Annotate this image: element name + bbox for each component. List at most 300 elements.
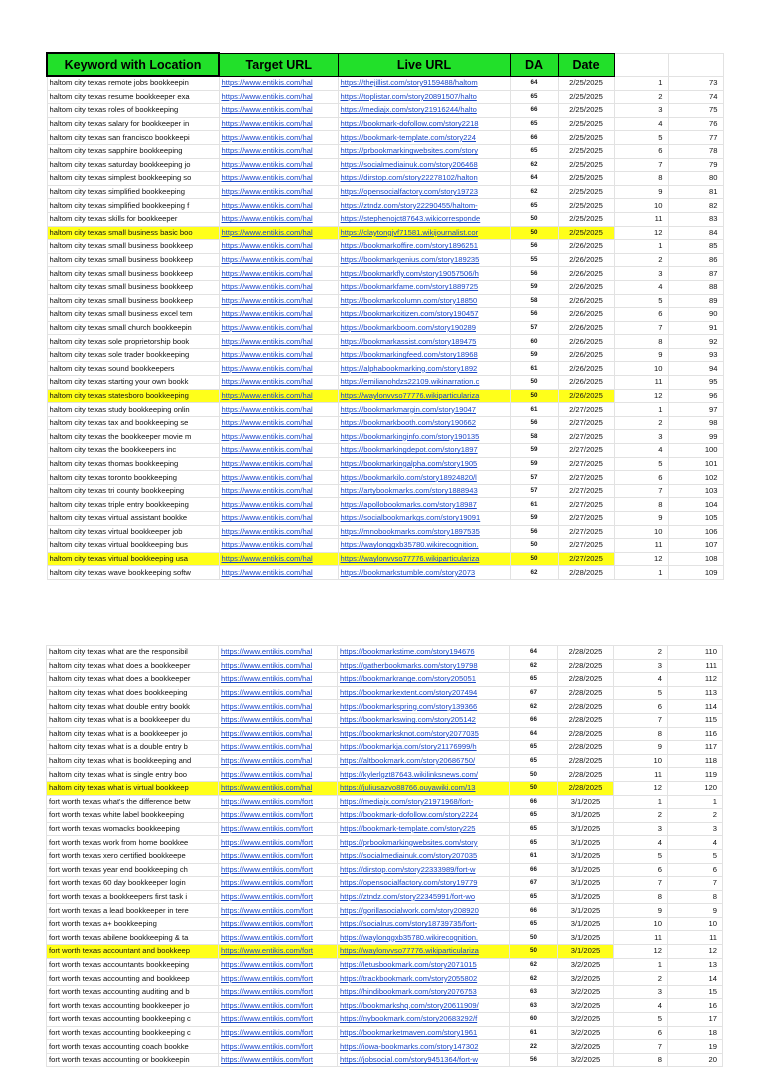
date-cell[interactable]: 2/25/2025 <box>558 185 614 199</box>
keyword-cell[interactable]: haltom city texas the bookkeeper movie m <box>47 430 219 444</box>
day-index-cell[interactable]: 5 <box>614 686 668 700</box>
day-index-cell[interactable]: 7 <box>614 158 668 172</box>
target-url-cell[interactable]: https://www.entikis.com/fort <box>219 1040 338 1054</box>
target-url-cell[interactable]: https://www.entikis.com/fort <box>219 809 338 823</box>
day-index-cell[interactable]: 10 <box>614 917 668 931</box>
target-url-cell[interactable]: https://www.entikis.com/hal <box>219 416 338 430</box>
live-url-cell[interactable]: https://bookmarksknot.com/story2077035 <box>338 727 510 741</box>
da-cell[interactable]: 56 <box>510 1053 558 1067</box>
keyword-cell[interactable]: haltom city texas wave bookkeeping softw <box>47 566 219 580</box>
da-cell[interactable]: 65 <box>510 917 558 931</box>
day-index-cell[interactable]: 6 <box>614 471 668 485</box>
row-index-cell[interactable]: 6 <box>668 863 723 877</box>
day-index-cell[interactable]: 5 <box>614 294 668 308</box>
keyword-cell[interactable]: haltom city texas virtual assistant bookke <box>47 512 219 526</box>
day-index-cell[interactable]: 7 <box>614 484 668 498</box>
da-cell[interactable]: 66 <box>510 863 558 877</box>
live-url-cell[interactable]: https://bookmarkgenius.com/story189235 <box>338 253 510 267</box>
day-index-cell[interactable]: 3 <box>614 430 668 444</box>
keyword-cell[interactable]: fort worth texas accounting or bookkeepin <box>47 1053 219 1067</box>
date-cell[interactable]: 3/2/2025 <box>558 972 614 986</box>
da-cell[interactable]: 50 <box>510 212 558 226</box>
target-url-cell[interactable]: https://www.entikis.com/fort <box>219 985 338 999</box>
date-cell[interactable]: 2/26/2025 <box>558 308 614 322</box>
date-cell[interactable]: 3/2/2025 <box>558 1026 614 1040</box>
live-url-cell[interactable]: https://altbookmark.com/story20686750/ <box>338 754 510 768</box>
keyword-cell[interactable]: haltom city texas the bookkeepers inc <box>47 444 219 458</box>
keyword-cell[interactable]: fort worth texas accounting bookkeeper jo <box>47 999 219 1013</box>
da-cell[interactable]: 50 <box>510 552 558 566</box>
keyword-cell[interactable]: fort worth texas accounting bookkeeping c <box>47 1013 219 1027</box>
live-url-cell[interactable]: https://mnobookmarks.com/story1897535 <box>338 525 510 539</box>
day-index-cell[interactable]: 3 <box>614 104 668 118</box>
date-cell[interactable]: 2/25/2025 <box>558 131 614 145</box>
live-url-cell[interactable]: https://bookmarkboom.com/story190289 <box>338 321 510 335</box>
live-url-cell[interactable]: https://emilianohdzs22109.wikinarration.c <box>338 376 510 390</box>
live-url-cell[interactable]: https://letusbookmark.com/story2071015 <box>338 958 510 972</box>
target-url-cell[interactable]: https://www.entikis.com/hal <box>219 659 338 673</box>
da-cell[interactable]: 64 <box>510 727 558 741</box>
day-index-cell[interactable]: 6 <box>614 144 668 158</box>
row-index-cell[interactable]: 119 <box>668 768 723 782</box>
day-index-cell[interactable]: 2 <box>614 416 668 430</box>
da-cell[interactable]: 63 <box>510 985 558 999</box>
target-url-cell[interactable]: https://www.entikis.com/fort <box>219 945 338 959</box>
row-index-cell[interactable]: 3 <box>668 822 723 836</box>
live-url-cell[interactable]: https://mediajx.com/story21971968/fort- <box>338 795 510 809</box>
day-index-cell[interactable]: 12 <box>614 389 668 403</box>
day-index-cell[interactable]: 4 <box>614 836 668 850</box>
date-cell[interactable]: 3/1/2025 <box>558 836 614 850</box>
live-url-cell[interactable]: https://bookmark-dofollow.com/story2224 <box>338 809 510 823</box>
keyword-cell[interactable]: fort worth texas abilene bookkeeping & ta <box>47 931 219 945</box>
da-cell[interactable]: 50 <box>510 376 558 390</box>
day-index-cell[interactable]: 10 <box>614 362 668 376</box>
live-url-cell[interactable]: https://bookmarkoffire.com/story1896251 <box>338 240 510 254</box>
date-cell[interactable]: 3/1/2025 <box>558 917 614 931</box>
date-cell[interactable]: 2/26/2025 <box>558 335 614 349</box>
live-url-cell[interactable]: https://bookmarkingfeed.com/story18968 <box>338 348 510 362</box>
live-url-cell[interactable]: https://alphabookmarking.com/story1892 <box>338 362 510 376</box>
target-url-cell[interactable]: https://www.entikis.com/fort <box>219 836 338 850</box>
keyword-cell[interactable]: haltom city texas study bookkeeping onlin <box>47 403 219 417</box>
date-cell[interactable]: 2/28/2025 <box>558 700 614 714</box>
target-url-cell[interactable]: https://www.entikis.com/fort <box>219 849 338 863</box>
date-cell[interactable]: 2/25/2025 <box>558 226 614 240</box>
target-url-cell[interactable]: https://www.entikis.com/hal <box>219 389 338 403</box>
row-index-cell[interactable]: 90 <box>668 308 723 322</box>
live-url-cell[interactable]: https://juliusazvo88766.ouyawiki.com/13 <box>338 781 510 795</box>
target-url-cell[interactable]: https://www.entikis.com/hal <box>219 754 338 768</box>
keyword-cell[interactable]: fort worth texas 60 day bookkeeper login <box>47 877 219 891</box>
live-url-cell[interactable]: https://hindibookmark.com/story2076753 <box>338 985 510 999</box>
target-url-cell[interactable]: https://www.entikis.com/hal <box>219 673 338 687</box>
row-index-cell[interactable]: 7 <box>668 877 723 891</box>
target-url-cell[interactable]: https://www.entikis.com/hal <box>219 240 338 254</box>
target-url-cell[interactable]: https://www.entikis.com/hal <box>219 172 338 186</box>
day-index-cell[interactable]: 9 <box>614 512 668 526</box>
live-url-cell[interactable]: https://bookmarketmaven.com/story1961 <box>338 1026 510 1040</box>
da-cell[interactable]: 64 <box>510 172 558 186</box>
empty-header-cell[interactable] <box>668 53 723 76</box>
target-url-cell[interactable]: https://www.entikis.com/fort <box>219 877 338 891</box>
day-index-cell[interactable]: 5 <box>614 131 668 145</box>
keyword-cell[interactable]: haltom city texas thomas bookkeeping <box>47 457 219 471</box>
da-cell[interactable]: 57 <box>510 471 558 485</box>
row-index-cell[interactable]: 102 <box>668 471 723 485</box>
da-cell[interactable]: 61 <box>510 498 558 512</box>
target-url-cell[interactable]: https://www.entikis.com/fort <box>219 1013 338 1027</box>
da-cell[interactable]: 65 <box>510 144 558 158</box>
day-index-cell[interactable]: 3 <box>614 985 668 999</box>
target-url-cell[interactable]: https://www.entikis.com/hal <box>219 76 338 90</box>
target-url-cell[interactable]: https://www.entikis.com/hal <box>219 646 338 660</box>
row-index-cell[interactable]: 75 <box>668 104 723 118</box>
live-url-cell[interactable]: https://socialbookmarkgs.com/story19091 <box>338 512 510 526</box>
row-index-cell[interactable]: 18 <box>668 1026 723 1040</box>
day-index-cell[interactable]: 5 <box>614 1013 668 1027</box>
date-cell[interactable]: 2/25/2025 <box>558 172 614 186</box>
keyword-cell[interactable]: haltom city texas toronto bookkeeping <box>47 471 219 485</box>
keyword-cell[interactable]: haltom city texas sole proprietorship book <box>47 335 219 349</box>
row-index-cell[interactable]: 14 <box>668 972 723 986</box>
day-index-cell[interactable]: 6 <box>614 308 668 322</box>
day-index-cell[interactable]: 1 <box>614 403 668 417</box>
da-cell[interactable]: 59 <box>510 280 558 294</box>
target-url-cell[interactable]: https://www.entikis.com/hal <box>219 539 338 553</box>
date-cell[interactable]: 3/1/2025 <box>558 822 614 836</box>
date-cell[interactable]: 3/1/2025 <box>558 849 614 863</box>
row-index-cell[interactable]: 11 <box>668 931 723 945</box>
date-cell[interactable]: 2/28/2025 <box>558 741 614 755</box>
row-index-cell[interactable]: 16 <box>668 999 723 1013</box>
da-cell[interactable]: 65 <box>510 890 558 904</box>
row-index-cell[interactable]: 12 <box>668 945 723 959</box>
day-index-cell[interactable]: 8 <box>614 727 668 741</box>
target-url-cell[interactable]: https://www.entikis.com/hal <box>219 768 338 782</box>
live-url-cell[interactable]: https://jobsocial.com/story9451364/fort-w <box>338 1053 510 1067</box>
live-url-cell[interactable]: https://nybookmark.com/story20683292/f <box>338 1013 510 1027</box>
date-cell[interactable]: 2/25/2025 <box>558 199 614 213</box>
live-url-cell[interactable]: https://bookmarkfame.com/story1889725 <box>338 280 510 294</box>
row-index-cell[interactable]: 117 <box>668 741 723 755</box>
date-cell[interactable]: 2/25/2025 <box>558 76 614 90</box>
da-cell[interactable]: 59 <box>510 512 558 526</box>
date-cell[interactable]: 2/28/2025 <box>558 781 614 795</box>
keyword-cell[interactable]: haltom city texas what is a bookkeeper du <box>47 713 219 727</box>
day-index-cell[interactable]: 1 <box>614 958 668 972</box>
date-cell[interactable]: 2/27/2025 <box>558 457 614 471</box>
live-url-cell[interactable]: https://prbookmarkingwebsites.com/story <box>338 144 510 158</box>
keyword-cell[interactable]: haltom city texas simplified bookkeeping <box>47 185 219 199</box>
keyword-cell[interactable]: haltom city texas small business bookkeep <box>47 280 219 294</box>
day-index-cell[interactable]: 9 <box>614 741 668 755</box>
date-header[interactable]: Date <box>558 53 614 76</box>
row-index-cell[interactable]: 114 <box>668 700 723 714</box>
live-url-cell[interactable]: https://bookmarkja.com/story21176999/h <box>338 741 510 755</box>
row-index-cell[interactable]: 118 <box>668 754 723 768</box>
keyword-cell[interactable]: fort worth texas accounting auditing and b <box>47 985 219 999</box>
live-url-cell[interactable]: https://ztndz.com/story22290455/haltom- <box>338 199 510 213</box>
keyword-cell[interactable]: haltom city texas statesboro bookkeeping <box>47 389 219 403</box>
row-index-cell[interactable]: 97 <box>668 403 723 417</box>
date-cell[interactable]: 2/28/2025 <box>558 673 614 687</box>
target-url-cell[interactable]: https://www.entikis.com/hal <box>219 226 338 240</box>
keyword-cell[interactable]: haltom city texas what does a bookkeeper <box>47 659 219 673</box>
day-index-cell[interactable]: 11 <box>614 539 668 553</box>
day-index-cell[interactable]: 8 <box>614 1053 668 1067</box>
target-url-cell[interactable]: https://www.entikis.com/hal <box>219 471 338 485</box>
row-index-cell[interactable]: 77 <box>668 131 723 145</box>
row-index-cell[interactable]: 115 <box>668 713 723 727</box>
date-cell[interactable]: 2/26/2025 <box>558 280 614 294</box>
date-cell[interactable]: 2/26/2025 <box>558 267 614 281</box>
row-index-cell[interactable]: 103 <box>668 484 723 498</box>
date-cell[interactable]: 2/26/2025 <box>558 376 614 390</box>
da-cell[interactable]: 56 <box>510 240 558 254</box>
row-index-cell[interactable]: 85 <box>668 240 723 254</box>
day-index-cell[interactable]: 5 <box>614 457 668 471</box>
da-cell[interactable]: 61 <box>510 849 558 863</box>
target-url-cell[interactable]: https://www.entikis.com/hal <box>219 131 338 145</box>
keyword-cell[interactable]: haltom city texas small business bookkeep <box>47 267 219 281</box>
target-url-cell[interactable]: https://www.entikis.com/hal <box>219 457 338 471</box>
target-url-cell[interactable]: https://www.entikis.com/hal <box>219 444 338 458</box>
target-url-cell[interactable]: https://www.entikis.com/hal <box>219 713 338 727</box>
live-url-cell[interactable]: https://artybookmarks.com/story1888943 <box>338 484 510 498</box>
day-index-cell[interactable]: 10 <box>614 754 668 768</box>
keyword-cell[interactable]: haltom city texas roles of bookkeeping <box>47 104 219 118</box>
da-cell[interactable]: 66 <box>510 795 558 809</box>
target-url-cell[interactable]: https://www.entikis.com/hal <box>219 498 338 512</box>
date-cell[interactable]: 2/27/2025 <box>558 471 614 485</box>
row-index-cell[interactable]: 76 <box>668 117 723 131</box>
day-index-cell[interactable]: 9 <box>614 185 668 199</box>
date-cell[interactable]: 2/26/2025 <box>558 240 614 254</box>
live-url-cell[interactable]: https://bookmarkspring.com/story139366 <box>338 700 510 714</box>
day-index-cell[interactable]: 8 <box>614 335 668 349</box>
keyword-cell[interactable]: fort worth texas accounting bookkeeping c <box>47 1026 219 1040</box>
day-index-cell[interactable]: 3 <box>614 267 668 281</box>
keyword-cell[interactable]: haltom city texas what is a double entry b <box>47 741 219 755</box>
day-index-cell[interactable]: 1 <box>614 240 668 254</box>
live-url-cell[interactable]: https://bookmarkingdepot.com/story1897 <box>338 444 510 458</box>
keyword-cell[interactable]: haltom city texas simplest bookkeeping so <box>47 172 219 186</box>
keyword-cell[interactable]: haltom city texas tri county bookkeeping <box>47 484 219 498</box>
date-cell[interactable]: 2/27/2025 <box>558 498 614 512</box>
date-cell[interactable]: 2/28/2025 <box>558 713 614 727</box>
day-index-cell[interactable]: 2 <box>614 646 668 660</box>
da-cell[interactable]: 62 <box>510 566 558 580</box>
live-url-cell[interactable]: https://bookmark-dofollow.com/story2218 <box>338 117 510 131</box>
live-url-cell[interactable]: https://dirstop.com/story22278102/halton <box>338 172 510 186</box>
keyword-cell[interactable]: haltom city texas triple entry bookkeeping <box>47 498 219 512</box>
row-index-cell[interactable]: 87 <box>668 267 723 281</box>
da-cell[interactable]: 61 <box>510 403 558 417</box>
date-cell[interactable]: 2/27/2025 <box>558 403 614 417</box>
da-cell[interactable]: 60 <box>510 335 558 349</box>
date-cell[interactable]: 3/2/2025 <box>558 1053 614 1067</box>
row-index-cell[interactable]: 111 <box>668 659 723 673</box>
date-cell[interactable]: 3/1/2025 <box>558 904 614 918</box>
date-cell[interactable]: 2/28/2025 <box>558 727 614 741</box>
date-cell[interactable]: 3/2/2025 <box>558 985 614 999</box>
keyword-cell[interactable]: haltom city texas small business excel tem <box>47 308 219 322</box>
day-index-cell[interactable]: 7 <box>614 713 668 727</box>
live-url-cell[interactable]: https://waylonvvso77776.wikiparticulariza <box>338 945 510 959</box>
live-url-cell[interactable]: https://bookmarkingalpha.com/story1905 <box>338 457 510 471</box>
da-cell[interactable]: 66 <box>510 904 558 918</box>
live-url-cell[interactable]: https://bookmark-template.com/story224 <box>338 131 510 145</box>
da-cell[interactable]: 65 <box>510 822 558 836</box>
keyword-cell[interactable]: haltom city texas virtual bookkeeping usa <box>47 552 219 566</box>
day-index-cell[interactable]: 12 <box>614 226 668 240</box>
live-url-cell[interactable]: https://claytongjvf71581.wikijournalist.cor <box>338 226 510 240</box>
da-cell[interactable]: 55 <box>510 253 558 267</box>
date-cell[interactable]: 2/25/2025 <box>558 90 614 104</box>
live-url-cell[interactable]: https://thejillist.com/story9159488/haltom <box>338 76 510 90</box>
live-url-cell[interactable]: https://toplistar.com/story20891507/halto <box>338 90 510 104</box>
da-cell[interactable]: 65 <box>510 199 558 213</box>
live-url-cell[interactable]: https://bookmarkassist.com/story189475 <box>338 335 510 349</box>
day-index-cell[interactable]: 11 <box>614 376 668 390</box>
target-url-cell[interactable]: https://www.entikis.com/hal <box>219 212 338 226</box>
date-cell[interactable]: 3/1/2025 <box>558 931 614 945</box>
live-url-cell[interactable]: https://waylonqgxb35780.wikirecognition. <box>338 539 510 553</box>
date-cell[interactable]: 2/25/2025 <box>558 212 614 226</box>
date-cell[interactable]: 2/27/2025 <box>558 539 614 553</box>
live-url-cell[interactable]: https://bookmarkinginfo.com/story190135 <box>338 430 510 444</box>
target-url-cell[interactable]: https://www.entikis.com/fort <box>219 917 338 931</box>
target-url-cell[interactable]: https://www.entikis.com/fort <box>219 904 338 918</box>
keyword-cell[interactable]: fort worth texas accounting coach bookke <box>47 1040 219 1054</box>
date-cell[interactable]: 3/1/2025 <box>558 809 614 823</box>
target-url-cell[interactable]: https://www.entikis.com/hal <box>219 741 338 755</box>
live-url-cell[interactable]: https://bookmarkswing.com/story205142 <box>338 713 510 727</box>
date-cell[interactable]: 2/27/2025 <box>558 552 614 566</box>
da-cell[interactable]: 65 <box>510 754 558 768</box>
row-index-cell[interactable]: 84 <box>668 226 723 240</box>
target-url-cell[interactable]: https://www.entikis.com/hal <box>219 552 338 566</box>
keyword-cell[interactable]: haltom city texas what double entry bookk <box>47 700 219 714</box>
live-url-cell[interactable]: https://bookmarkilo.com/story18924820/l <box>338 471 510 485</box>
da-cell[interactable]: 66 <box>510 131 558 145</box>
date-cell[interactable]: 3/2/2025 <box>558 1013 614 1027</box>
date-cell[interactable]: 2/26/2025 <box>558 348 614 362</box>
da-cell[interactable]: 64 <box>510 646 558 660</box>
target-url-cell[interactable]: https://www.entikis.com/fort <box>219 999 338 1013</box>
keyword-cell[interactable]: fort worth texas work from home bookkee <box>47 836 219 850</box>
da-cell[interactable]: 60 <box>510 1013 558 1027</box>
live-url-cell[interactable]: https://waylonqgxb35780.wikirecognition. <box>338 931 510 945</box>
day-index-cell[interactable]: 8 <box>614 172 668 186</box>
date-cell[interactable]: 2/27/2025 <box>558 444 614 458</box>
row-index-cell[interactable]: 112 <box>668 673 723 687</box>
row-index-cell[interactable]: 95 <box>668 376 723 390</box>
date-cell[interactable]: 3/1/2025 <box>558 890 614 904</box>
row-index-cell[interactable]: 120 <box>668 781 723 795</box>
da-cell[interactable]: 57 <box>510 484 558 498</box>
date-cell[interactable]: 3/1/2025 <box>558 795 614 809</box>
row-index-cell[interactable]: 83 <box>668 212 723 226</box>
live-url-cell[interactable]: https://bookmarkcitizen.com/story190457 <box>338 308 510 322</box>
day-index-cell[interactable]: 4 <box>614 999 668 1013</box>
da-cell[interactable]: 65 <box>510 741 558 755</box>
keyword-cell[interactable]: fort worth texas a lead bookkeeper in tere <box>47 904 219 918</box>
day-index-cell[interactable]: 4 <box>614 280 668 294</box>
da-cell[interactable]: 56 <box>510 267 558 281</box>
da-cell[interactable]: 56 <box>510 308 558 322</box>
keyword-cell[interactable]: haltom city texas what is virtual bookkeep <box>47 781 219 795</box>
row-index-cell[interactable]: 106 <box>668 525 723 539</box>
day-index-cell[interactable]: 10 <box>614 525 668 539</box>
target-url-cell[interactable]: https://www.entikis.com/hal <box>219 348 338 362</box>
da-cell[interactable]: 50 <box>510 931 558 945</box>
keyword-cell[interactable]: haltom city texas small business bookkeep <box>47 294 219 308</box>
keyword-cell[interactable]: haltom city texas small business basic boo <box>47 226 219 240</box>
row-index-cell[interactable]: 113 <box>668 686 723 700</box>
target-url-cell[interactable]: https://www.entikis.com/hal <box>219 484 338 498</box>
target-url-cell[interactable]: https://www.entikis.com/fort <box>219 890 338 904</box>
date-cell[interactable]: 2/26/2025 <box>558 389 614 403</box>
keyword-cell[interactable]: haltom city texas sole trader bookkeeping <box>47 348 219 362</box>
date-cell[interactable]: 3/2/2025 <box>558 958 614 972</box>
keyword-cell[interactable]: haltom city texas saturday bookkeeping jo <box>47 158 219 172</box>
target-url-cell[interactable]: https://www.entikis.com/hal <box>219 321 338 335</box>
date-cell[interactable]: 2/28/2025 <box>558 686 614 700</box>
day-index-cell[interactable]: 8 <box>614 890 668 904</box>
target-url-cell[interactable]: https://www.entikis.com/hal <box>219 117 338 131</box>
day-index-cell[interactable]: 4 <box>614 117 668 131</box>
target-url-cell[interactable]: https://www.entikis.com/hal <box>219 781 338 795</box>
date-cell[interactable]: 2/26/2025 <box>558 362 614 376</box>
day-index-cell[interactable]: 2 <box>614 253 668 267</box>
row-index-cell[interactable]: 19 <box>668 1040 723 1054</box>
keyword-cell[interactable]: haltom city texas virtual bookkeeping bus <box>47 539 219 553</box>
day-index-cell[interactable]: 12 <box>614 945 668 959</box>
da-cell[interactable]: 65 <box>510 809 558 823</box>
target-url-cell[interactable]: https://www.entikis.com/fort <box>219 958 338 972</box>
da-cell[interactable]: 61 <box>510 1026 558 1040</box>
live-url-cell[interactable]: https://gorillasocialwork.com/story208920 <box>338 904 510 918</box>
target-url-cell[interactable]: https://www.entikis.com/hal <box>219 376 338 390</box>
row-index-cell[interactable]: 10 <box>668 917 723 931</box>
row-index-cell[interactable]: 98 <box>668 416 723 430</box>
row-index-cell[interactable]: 94 <box>668 362 723 376</box>
row-index-cell[interactable]: 82 <box>668 199 723 213</box>
keyword-cell[interactable]: haltom city texas remote jobs bookkeepin <box>47 76 219 90</box>
live-url-header[interactable]: Live URL <box>338 53 510 76</box>
day-index-cell[interactable]: 7 <box>614 321 668 335</box>
date-cell[interactable]: 2/27/2025 <box>558 416 614 430</box>
date-cell[interactable]: 2/26/2025 <box>558 253 614 267</box>
target-url-cell[interactable]: https://www.entikis.com/hal <box>219 727 338 741</box>
target-url-cell[interactable]: https://www.entikis.com/fort <box>219 1053 338 1067</box>
target-url-cell[interactable]: https://www.entikis.com/fort <box>219 863 338 877</box>
row-index-cell[interactable]: 100 <box>668 444 723 458</box>
live-url-cell[interactable]: https://mediajx.com/story21916244/halto <box>338 104 510 118</box>
live-url-cell[interactable]: https://ztndz.com/story22345991/fort-wo <box>338 890 510 904</box>
target-url-cell[interactable]: https://www.entikis.com/hal <box>219 403 338 417</box>
day-index-cell[interactable]: 6 <box>614 1026 668 1040</box>
keyword-cell[interactable]: haltom city texas what are the responsibil <box>47 646 219 660</box>
row-index-cell[interactable]: 13 <box>668 958 723 972</box>
keyword-cell[interactable]: fort worth texas a+ bookkeeping <box>47 917 219 931</box>
target-url-cell[interactable]: https://www.entikis.com/hal <box>219 362 338 376</box>
row-index-cell[interactable]: 73 <box>668 76 723 90</box>
da-cell[interactable]: 22 <box>510 1040 558 1054</box>
row-index-cell[interactable]: 88 <box>668 280 723 294</box>
